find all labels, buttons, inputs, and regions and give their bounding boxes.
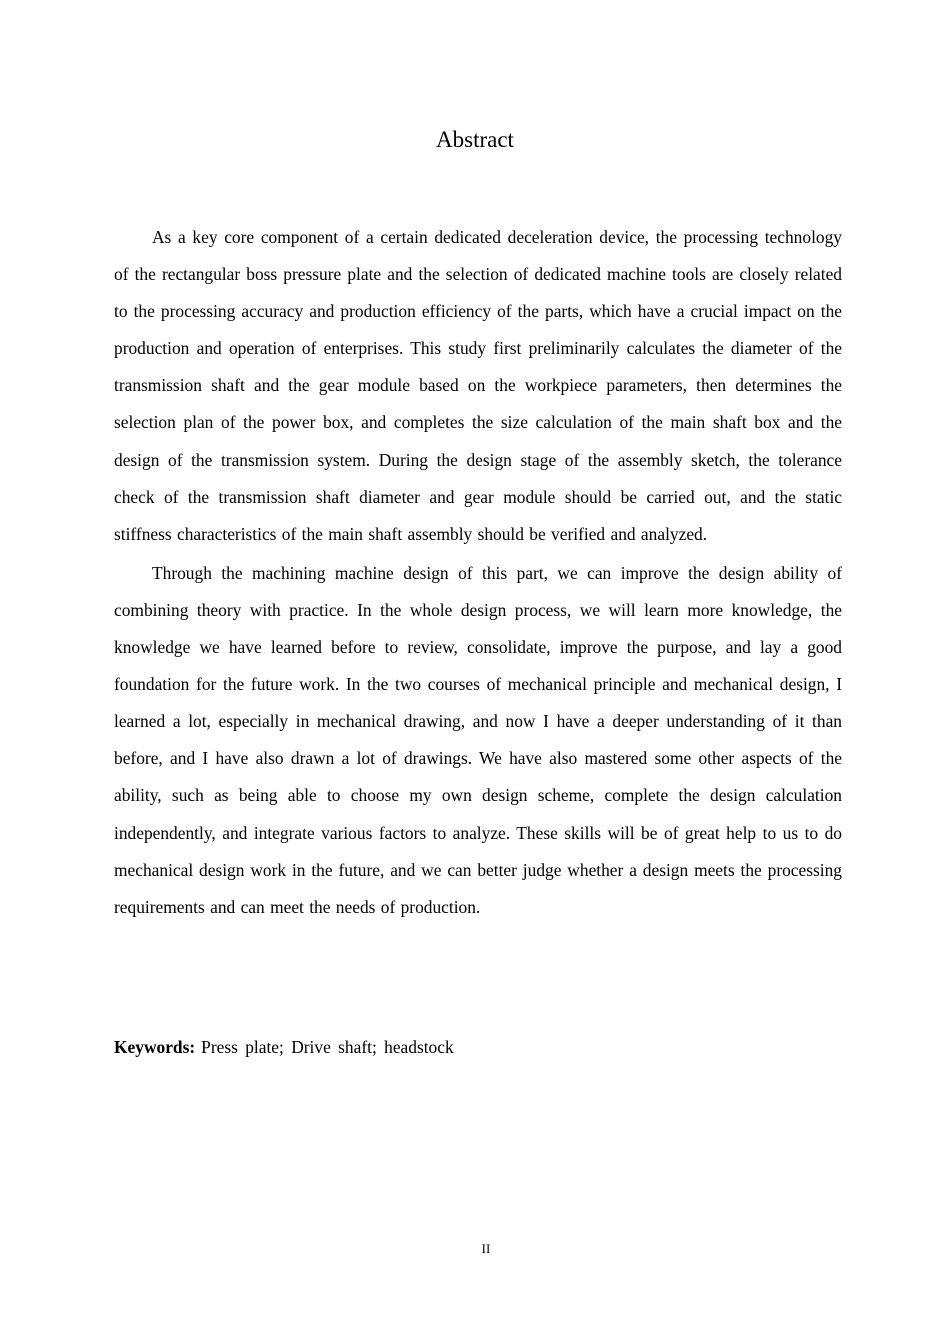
keywords-value: Press plate; Drive shaft; headstock xyxy=(201,1037,454,1057)
abstract-paragraph-1: As a key core component of a certain dedicated deceleration device, the processing technology of the rectangular boss pressure plate and the selection of dedicated machine tools are closely related to the processing accuracy and production efficiency of the parts, which have a crucial impact on the production and operation of enterprises. This study first preliminarily calculates the diameter of the transmission shaft and the gear module based on the workpiece parameters, then determines the selection plan of the power box, and completes the size calculation of the main shaft box and the design of the transmission system. During the design stage of the assembly sketch, the tolerance check of the transmission shaft diameter and gear module should be carried out, and the static stiffness characteristics of the main shaft assembly should be verified and analyzed. xyxy=(114,227,842,544)
keywords-label: Keywords: xyxy=(114,1037,196,1057)
page-number: II xyxy=(481,1241,491,1256)
abstract-title: Abstract xyxy=(436,127,514,152)
abstract-paragraph-2: Through the machining machine design of this part, we can improve the design ability of combining theory with practice. In the whole design process, we will learn more knowledge, the knowledge we have learned before to review, consolidate, improve the purpose, and lay a good foundation for the future work. In the two courses of mechanical principle and mechanical design, I learned a lot, especially in mechanical drawing, and now I have a deeper understanding of it than before, and I have also drawn a lot of drawings. We have also mastered some other aspects of the ability, such as being able to choose my own design scheme, complete the design calculation independently, and integrate various factors to analyze. These skills will be of great help to us to do mechanical design work in the future, and we can better judge whether a design meets the processing requirements and can meet the needs of production. xyxy=(114,562,842,917)
keywords-line xyxy=(114,1031,842,1063)
abstract-body xyxy=(114,219,842,928)
